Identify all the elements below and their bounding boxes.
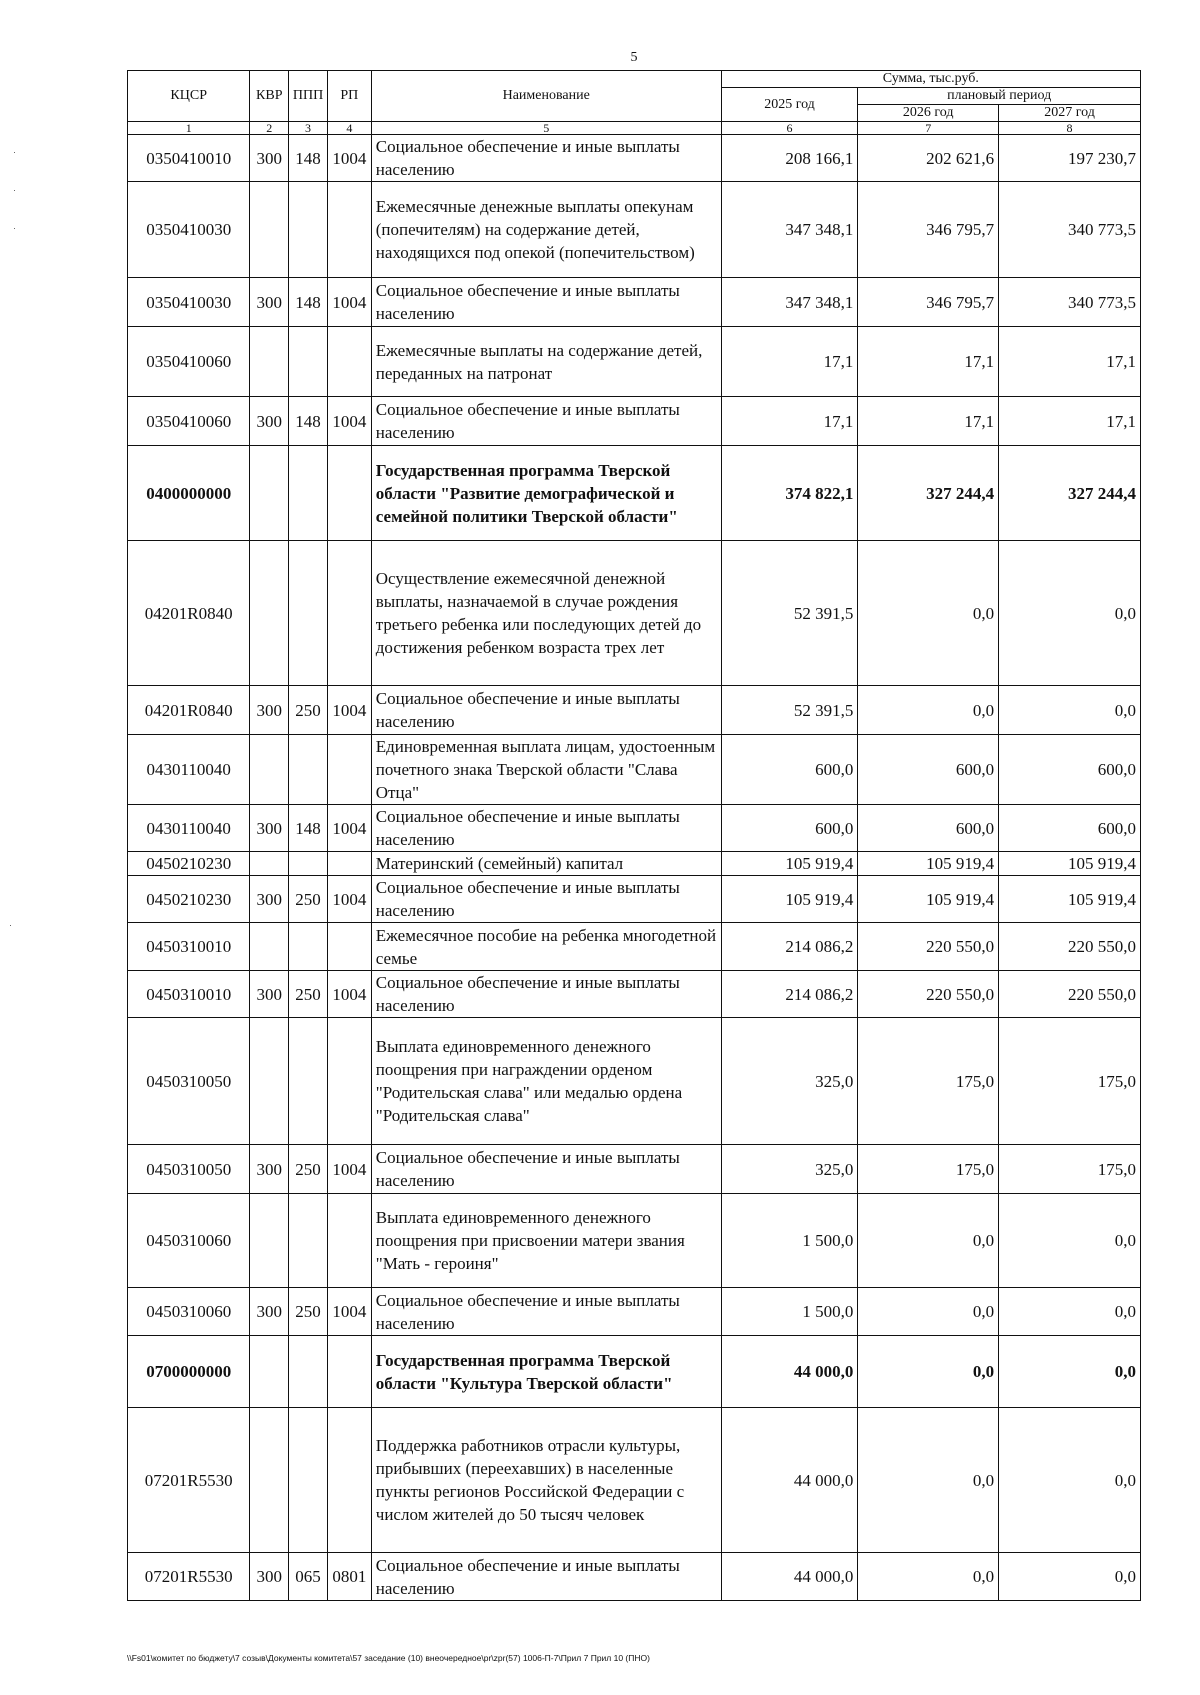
column-number: 4 — [327, 122, 371, 135]
row-ppp — [289, 852, 328, 876]
row-amount-2027: 0,0 — [999, 1336, 1141, 1408]
row-kcsr: 04201R0840 — [128, 686, 250, 735]
row-kvr: 300 — [250, 1288, 289, 1336]
row-name: Ежемесячное пособие на ребенка многодетной семье — [371, 923, 721, 971]
row-amount-2026: 220 550,0 — [858, 971, 999, 1018]
row-amount-2025: 1 500,0 — [721, 1194, 858, 1288]
file-path-footer: \\Fs01\комитет по бюджету\7 созыв\Документы комитета\57 заседание (10) внеочередное\pr\zpr(57) 1006-П-7\Прил 7 Прил 10 (ПНО) — [127, 1653, 650, 1663]
column-number: 2 — [250, 122, 289, 135]
header-2026: 2026 год — [858, 105, 999, 122]
table-row — [128, 1018, 1141, 1145]
table-row — [128, 1145, 1141, 1194]
row-amount-2025: 105 919,4 — [721, 876, 858, 923]
row-name: Государственная программа Тверской области "Развитие демографической и семейной политики Тверской области" — [371, 446, 721, 541]
row-kvr — [250, 1194, 289, 1288]
row-ppp — [289, 1408, 328, 1553]
row-kcsr: 0700000000 — [128, 1336, 250, 1408]
header-kvr: КВР — [250, 71, 289, 122]
row-name: Социальное обеспечение и иные выплаты населению — [371, 1553, 721, 1601]
table-row — [128, 876, 1141, 923]
header-rp: РП — [327, 71, 371, 122]
row-amount-2025: 325,0 — [721, 1018, 858, 1145]
row-ppp: 148 — [289, 397, 328, 446]
row-amount-2027: 105 919,4 — [999, 852, 1141, 876]
row-rp — [327, 1194, 371, 1288]
table-row — [128, 1194, 1141, 1288]
column-number: 7 — [858, 122, 999, 135]
row-rp — [327, 735, 371, 805]
row-amount-2027: 17,1 — [999, 327, 1141, 397]
row-amount-2027: 0,0 — [999, 541, 1141, 686]
row-amount-2025: 52 391,5 — [721, 541, 858, 686]
row-ppp — [289, 327, 328, 397]
row-name: Осуществление ежемесячной денежной выплаты, назначаемой в случае рождения третьего ребенка или последующих детей до достижения ребенком возраста трех лет — [371, 541, 721, 686]
row-amount-2025: 52 391,5 — [721, 686, 858, 735]
column-number: 3 — [289, 122, 328, 135]
row-kvr — [250, 446, 289, 541]
table-row — [128, 397, 1141, 446]
row-ppp — [289, 735, 328, 805]
column-number: 6 — [721, 122, 858, 135]
table-row — [128, 1553, 1141, 1601]
row-amount-2027: 17,1 — [999, 397, 1141, 446]
row-ppp — [289, 923, 328, 971]
row-amount-2026: 600,0 — [858, 735, 999, 805]
row-amount-2026: 0,0 — [858, 1553, 999, 1601]
row-amount-2027: 175,0 — [999, 1018, 1141, 1145]
table-row — [128, 1336, 1141, 1408]
row-amount-2027: 197 230,7 — [999, 135, 1141, 182]
row-kvr — [250, 541, 289, 686]
row-rp — [327, 1408, 371, 1553]
row-rp — [327, 1336, 371, 1408]
row-kvr: 300 — [250, 1145, 289, 1194]
row-amount-2027: 0,0 — [999, 686, 1141, 735]
row-ppp: 250 — [289, 971, 328, 1018]
row-amount-2025: 347 348,1 — [721, 278, 858, 327]
row-kcsr: 0450310010 — [128, 923, 250, 971]
row-rp — [327, 327, 371, 397]
row-amount-2025: 600,0 — [721, 805, 858, 852]
row-amount-2027: 327 244,4 — [999, 446, 1141, 541]
table-row — [128, 278, 1141, 327]
row-ppp: 250 — [289, 1288, 328, 1336]
row-rp: 0801 — [327, 1553, 371, 1601]
row-amount-2025: 17,1 — [721, 327, 858, 397]
row-kvr — [250, 852, 289, 876]
scan-artifact — [14, 152, 15, 153]
row-rp: 1004 — [327, 1145, 371, 1194]
row-amount-2026: 175,0 — [858, 1018, 999, 1145]
row-kcsr: 04201R0840 — [128, 541, 250, 686]
row-amount-2027: 105 919,4 — [999, 876, 1141, 923]
row-kcsr: 0450310060 — [128, 1288, 250, 1336]
row-amount-2026: 600,0 — [858, 805, 999, 852]
row-amount-2026: 0,0 — [858, 1194, 999, 1288]
row-name: Социальное обеспечение и иные выплаты населению — [371, 876, 721, 923]
row-ppp: 250 — [289, 686, 328, 735]
row-rp: 1004 — [327, 686, 371, 735]
row-kvr — [250, 1018, 289, 1145]
row-amount-2027: 600,0 — [999, 735, 1141, 805]
row-kvr — [250, 327, 289, 397]
row-ppp: 148 — [289, 278, 328, 327]
row-amount-2025: 374 822,1 — [721, 446, 858, 541]
row-amount-2027: 175,0 — [999, 1145, 1141, 1194]
table-row — [128, 1408, 1141, 1553]
row-kvr: 300 — [250, 1553, 289, 1601]
row-name: Социальное обеспечение и иные выплаты населению — [371, 971, 721, 1018]
table-row — [128, 182, 1141, 278]
row-rp — [327, 541, 371, 686]
row-ppp — [289, 1194, 328, 1288]
table-row — [128, 135, 1141, 182]
row-kvr — [250, 1336, 289, 1408]
row-amount-2025: 17,1 — [721, 397, 858, 446]
row-amount-2026: 17,1 — [858, 327, 999, 397]
row-amount-2026: 327 244,4 — [858, 446, 999, 541]
column-number: 8 — [999, 122, 1141, 135]
row-kvr: 300 — [250, 135, 289, 182]
row-ppp: 065 — [289, 1553, 328, 1601]
row-amount-2027: 0,0 — [999, 1194, 1141, 1288]
table-body — [128, 135, 1141, 1601]
column-number: 1 — [128, 122, 250, 135]
table-row — [128, 446, 1141, 541]
row-name: Социальное обеспечение и иные выплаты населению — [371, 135, 721, 182]
scan-artifact — [10, 925, 11, 926]
row-kvr: 300 — [250, 278, 289, 327]
row-name: Социальное обеспечение и иные выплаты населению — [371, 1145, 721, 1194]
row-name: Социальное обеспечение и иные выплаты населению — [371, 397, 721, 446]
row-kvr: 300 — [250, 971, 289, 1018]
row-kvr — [250, 182, 289, 278]
row-kcsr: 0450210230 — [128, 852, 250, 876]
row-amount-2025: 208 166,1 — [721, 135, 858, 182]
row-ppp — [289, 1018, 328, 1145]
row-ppp: 148 — [289, 805, 328, 852]
row-name: Социальное обеспечение и иные выплаты населению — [371, 278, 721, 327]
column-numbers-row — [128, 122, 1141, 135]
row-amount-2026: 105 919,4 — [858, 876, 999, 923]
row-name: Ежемесячные денежные выплаты опекунам (попечителям) на содержание детей, находящихся под опекой (попечительством) — [371, 182, 721, 278]
column-number: 5 — [371, 122, 721, 135]
row-kcsr: 0430110040 — [128, 805, 250, 852]
row-kvr — [250, 735, 289, 805]
row-amount-2025: 44 000,0 — [721, 1408, 858, 1553]
row-amount-2027: 220 550,0 — [999, 971, 1141, 1018]
row-amount-2025: 1 500,0 — [721, 1288, 858, 1336]
row-kcsr: 0350410010 — [128, 135, 250, 182]
row-ppp: 250 — [289, 1145, 328, 1194]
row-name: Социальное обеспечение и иные выплаты населению — [371, 686, 721, 735]
row-amount-2026: 0,0 — [858, 541, 999, 686]
header-ppp: ППП — [289, 71, 328, 122]
row-amount-2026: 0,0 — [858, 1336, 999, 1408]
page-number: 5 — [630, 50, 638, 65]
row-kcsr: 0400000000 — [128, 446, 250, 541]
row-amount-2026: 17,1 — [858, 397, 999, 446]
row-ppp — [289, 541, 328, 686]
row-kvr — [250, 923, 289, 971]
header-name: Наименование — [371, 71, 721, 122]
row-kvr — [250, 1408, 289, 1553]
row-amount-2026: 0,0 — [858, 1408, 999, 1553]
row-rp: 1004 — [327, 278, 371, 327]
row-rp — [327, 1018, 371, 1145]
row-name: Социальное обеспечение и иные выплаты населению — [371, 1288, 721, 1336]
row-amount-2026: 0,0 — [858, 1288, 999, 1336]
row-amount-2025: 44 000,0 — [721, 1336, 858, 1408]
table-row — [128, 1288, 1141, 1336]
row-ppp — [289, 182, 328, 278]
row-rp: 1004 — [327, 397, 371, 446]
row-rp: 1004 — [327, 135, 371, 182]
budget-table — [127, 70, 1141, 1601]
table-row — [128, 327, 1141, 397]
row-ppp: 250 — [289, 876, 328, 923]
row-amount-2026: 105 919,4 — [858, 852, 999, 876]
table-row — [128, 971, 1141, 1018]
row-kvr: 300 — [250, 686, 289, 735]
row-amount-2027: 0,0 — [999, 1408, 1141, 1553]
row-amount-2026: 220 550,0 — [858, 923, 999, 971]
row-ppp: 148 — [289, 135, 328, 182]
header-sum: Сумма, тыс.руб. — [721, 71, 1140, 88]
row-amount-2027: 0,0 — [999, 1288, 1141, 1336]
row-kcsr: 0450310050 — [128, 1145, 250, 1194]
row-amount-2025: 347 348,1 — [721, 182, 858, 278]
table-header — [128, 71, 1141, 135]
row-kcsr: 0350410030 — [128, 182, 250, 278]
row-kcsr: 0350410030 — [128, 278, 250, 327]
row-rp: 1004 — [327, 876, 371, 923]
row-amount-2027: 220 550,0 — [999, 923, 1141, 971]
row-kvr: 300 — [250, 397, 289, 446]
row-name: Выплата единовременного денежного поощрения при присвоении матери звания "Мать - героиня" — [371, 1194, 721, 1288]
row-kvr: 300 — [250, 876, 289, 923]
row-name: Выплата единовременного денежного поощрения при награждении орденом "Родительская слава" или медалью ордена "Родительская слава" — [371, 1018, 721, 1145]
row-kvr: 300 — [250, 805, 289, 852]
header-kcsr: КЦСР — [128, 71, 250, 122]
row-rp: 1004 — [327, 1288, 371, 1336]
table-row — [128, 735, 1141, 805]
row-amount-2026: 175,0 — [858, 1145, 999, 1194]
row-kcsr: 0450310050 — [128, 1018, 250, 1145]
row-name: Государственная программа Тверской области "Культура Тверской области" — [371, 1336, 721, 1408]
header-planned-period: плановый период — [858, 88, 1141, 105]
row-kcsr: 0430110040 — [128, 735, 250, 805]
row-kcsr: 0350410060 — [128, 327, 250, 397]
row-amount-2027: 600,0 — [999, 805, 1141, 852]
table-row — [128, 923, 1141, 971]
row-rp — [327, 852, 371, 876]
row-ppp — [289, 446, 328, 541]
row-amount-2025: 325,0 — [721, 1145, 858, 1194]
row-amount-2025: 44 000,0 — [721, 1553, 858, 1601]
row-name: Ежемесячные выплаты на содержание детей, переданных на патронат — [371, 327, 721, 397]
row-name: Социальное обеспечение и иные выплаты населению — [371, 805, 721, 852]
row-name: Материнский (семейный) капитал — [371, 852, 721, 876]
row-kcsr: 0450210230 — [128, 876, 250, 923]
row-kcsr: 0450310010 — [128, 971, 250, 1018]
row-amount-2026: 346 795,7 — [858, 182, 999, 278]
row-amount-2026: 346 795,7 — [858, 278, 999, 327]
row-rp: 1004 — [327, 971, 371, 1018]
header-2025: 2025 год — [721, 88, 858, 122]
row-amount-2026: 202 621,6 — [858, 135, 999, 182]
row-kcsr: 0450310060 — [128, 1194, 250, 1288]
row-rp — [327, 923, 371, 971]
row-amount-2025: 105 919,4 — [721, 852, 858, 876]
table-row — [128, 686, 1141, 735]
row-kcsr: 07201R5530 — [128, 1408, 250, 1553]
table-row — [128, 852, 1141, 876]
row-rp: 1004 — [327, 805, 371, 852]
row-amount-2026: 0,0 — [858, 686, 999, 735]
header-2027: 2027 год — [999, 105, 1141, 122]
row-name: Поддержка работников отрасли культуры, прибывших (переехавших) в населенные пункты регионов Российской Федерации с числом жителей до 50 тысяч человек — [371, 1408, 721, 1553]
row-rp — [327, 446, 371, 541]
row-amount-2025: 214 086,2 — [721, 923, 858, 971]
row-kcsr: 07201R5530 — [128, 1553, 250, 1601]
row-name: Единовременная выплата лицам, удостоенным почетного знака Тверской области "Слава Отца" — [371, 735, 721, 805]
row-amount-2025: 214 086,2 — [721, 971, 858, 1018]
row-kcsr: 0350410060 — [128, 397, 250, 446]
scan-artifact — [14, 228, 15, 229]
row-rp — [327, 182, 371, 278]
row-ppp — [289, 1336, 328, 1408]
row-amount-2027: 340 773,5 — [999, 182, 1141, 278]
table-row — [128, 541, 1141, 686]
table-row — [128, 805, 1141, 852]
scan-artifact — [14, 190, 15, 191]
row-amount-2027: 0,0 — [999, 1553, 1141, 1601]
row-amount-2027: 340 773,5 — [999, 278, 1141, 327]
row-amount-2025: 600,0 — [721, 735, 858, 805]
